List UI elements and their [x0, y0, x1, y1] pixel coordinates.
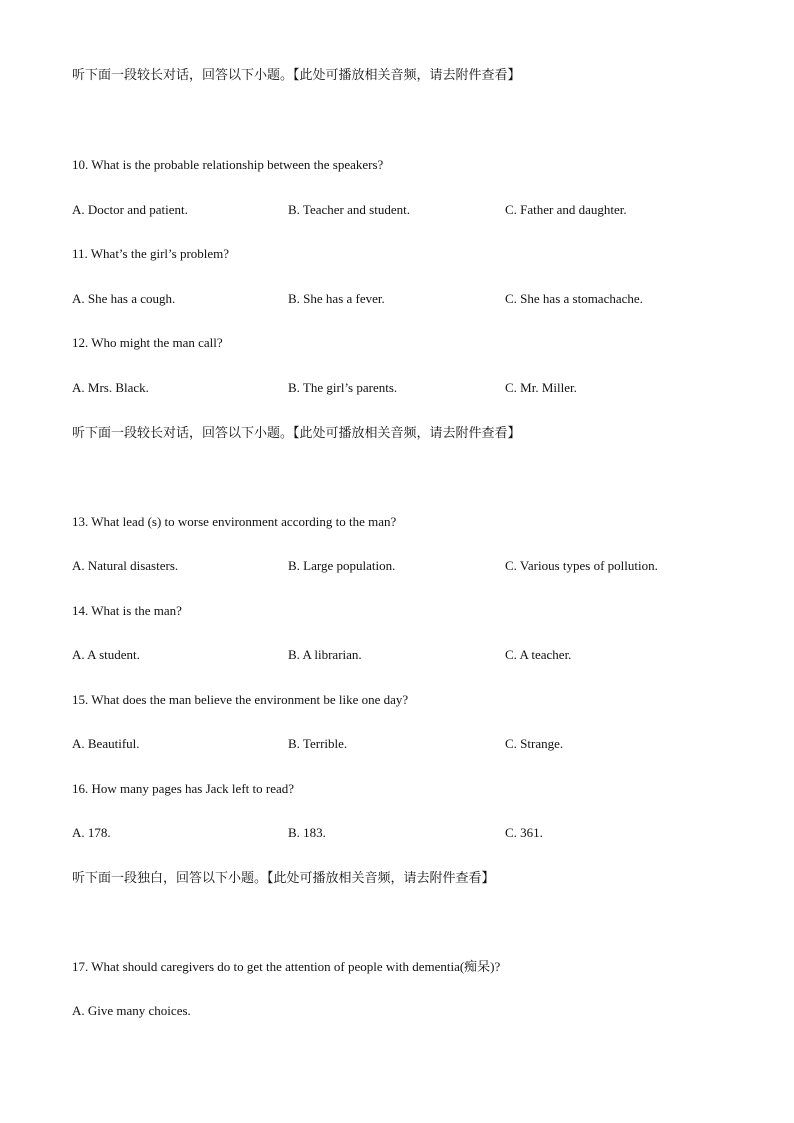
question-14: 14. What is the man?	[72, 603, 182, 618]
option-c: C. Various types of pollution.	[505, 558, 658, 573]
option-c: C. Strange.	[505, 736, 564, 751]
question-16: 16. How many pages has Jack left to read?	[72, 781, 295, 796]
option-b: B. Terrible.	[288, 736, 348, 751]
question-13: 13. What lead (s) to worse environment according to the man?	[72, 514, 397, 529]
question-17: 17. What should caregivers do to get the attention of people with dementia(痴呆)?	[72, 959, 501, 974]
question-12: 12. Who might the man call?	[72, 335, 223, 350]
section-instruction: 听下面一段较长对话，回答以下小题。【此处可播放相关音频，请去附件查看】	[72, 425, 521, 440]
question-15: 15. What does the man believe the environment be like one day?	[72, 692, 409, 707]
option-a: A. 178.	[72, 825, 111, 840]
option-b: B. Teacher and student.	[288, 202, 410, 217]
option-b: B. She has a fever.	[288, 291, 385, 306]
option-a: A. Doctor and patient.	[72, 202, 188, 217]
section-instruction: 听下面一段独白，回答以下小题。【此处可播放相关音频，请去附件查看】	[72, 870, 495, 885]
option-a: A. She has a cough.	[72, 291, 176, 306]
section-instruction: 听下面一段较长对话，回答以下小题。【此处可播放相关音频，请去附件查看】	[72, 67, 521, 82]
option-b: B. Large population.	[288, 558, 396, 573]
option-a: A. Mrs. Black.	[72, 380, 149, 395]
option-b: B. The girl’s parents.	[288, 380, 398, 395]
option-a: A. Give many choices.	[72, 1003, 191, 1018]
option-c: C. A teacher.	[505, 647, 572, 662]
option-c: C. She has a stomachache.	[505, 291, 643, 306]
question-10: 10. What is the probable relationship between the speakers?	[72, 157, 384, 172]
question-11: 11. What’s the girl’s problem?	[72, 246, 230, 261]
option-b: B. A librarian.	[288, 647, 362, 662]
option-a: A. Beautiful.	[72, 736, 140, 751]
option-c: C. Father and daughter.	[505, 202, 627, 217]
option-b: B. 183.	[288, 825, 326, 840]
option-c: C. 361.	[505, 825, 543, 840]
option-a: A. A student.	[72, 647, 140, 662]
option-c: C. Mr. Miller.	[505, 380, 577, 395]
option-a: A. Natural disasters.	[72, 558, 179, 573]
